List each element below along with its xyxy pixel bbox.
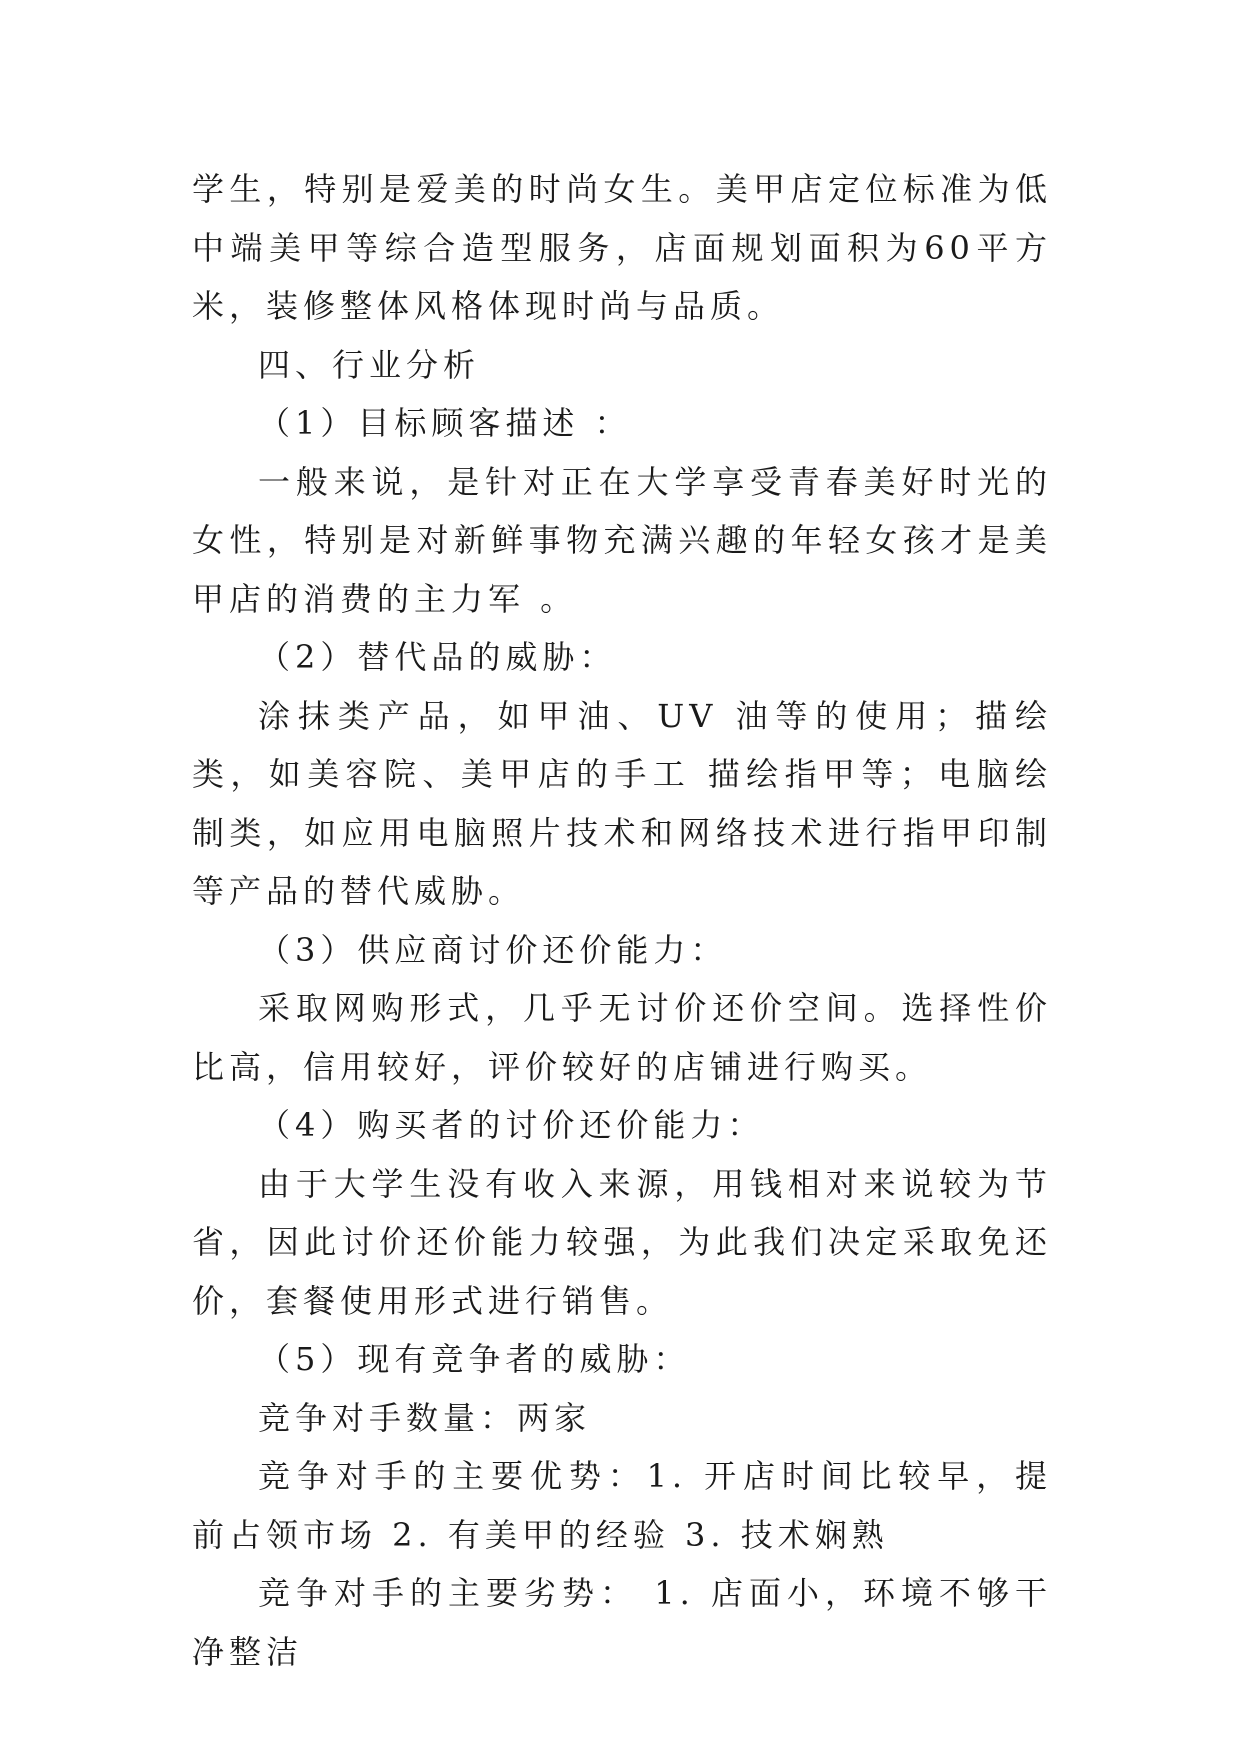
paragraph-intro: 学生，特别是爱美的时尚女生。美甲店定位标准为低中端美甲等综合造型服务，店面规划面积为60平方米，装修整体风格体现时尚与品质。: [192, 170, 1052, 325]
paragraph-competitor-weaknesses: 竞争对手的主要劣势： 1. 店面小，环境不够干净整洁: [192, 1574, 1052, 1671]
subheading-target-customers: （1）目标顾客描述 ：: [258, 404, 632, 442]
paragraph-target-customers: 一般来说，是针对正在大学享受青春美好时光的女性，特别是对新鲜事物充满兴趣的年轻女孩才是美甲店的消费的主力军 。: [192, 462, 1052, 618]
subheading-substitutes: （2）替代品的威胁：: [258, 638, 617, 676]
document-body: [192, 160, 1052, 1681]
paragraph-competitor-strengths: 竞争对手的主要优势：1. 开店时间比较早，提前占领市场 2. 有美甲的经验 3. 技术娴熟: [192, 1457, 1052, 1554]
paragraph-competitor-count: 竞争对手数量：两家: [258, 1398, 592, 1437]
subheading-supplier-power: （3）供应商讨价还价能力：: [258, 930, 728, 969]
subheading-buyer-power: （4）购买者的讨价还价能力：: [258, 1106, 765, 1144]
section-heading-industry-analysis: 四、行业分析: [258, 345, 481, 384]
paragraph-substitutes: 涂抹类产品，如甲油、UV 油等的使用；描绘类，如美容院、美甲店的手工 描绘指甲等；电脑绘制类，如应用电脑照片技术和网络技术进行指甲印制等产品的替代威胁。: [192, 696, 1052, 910]
paragraph-supplier-power: 采取网购形式，几乎无讨价还价空间。选择性价比高，信用较好，评价较好的店铺进行购买。: [192, 989, 1052, 1086]
subheading-competitors: （5）现有竞争者的威胁：: [258, 1340, 691, 1378]
paragraph-buyer-power: 由于大学生没有收入来源，用钱相对来说较为节省，因此讨价还价能力较强，为此我们决定采取免还价，套餐使用形式进行销售。: [192, 1164, 1052, 1320]
